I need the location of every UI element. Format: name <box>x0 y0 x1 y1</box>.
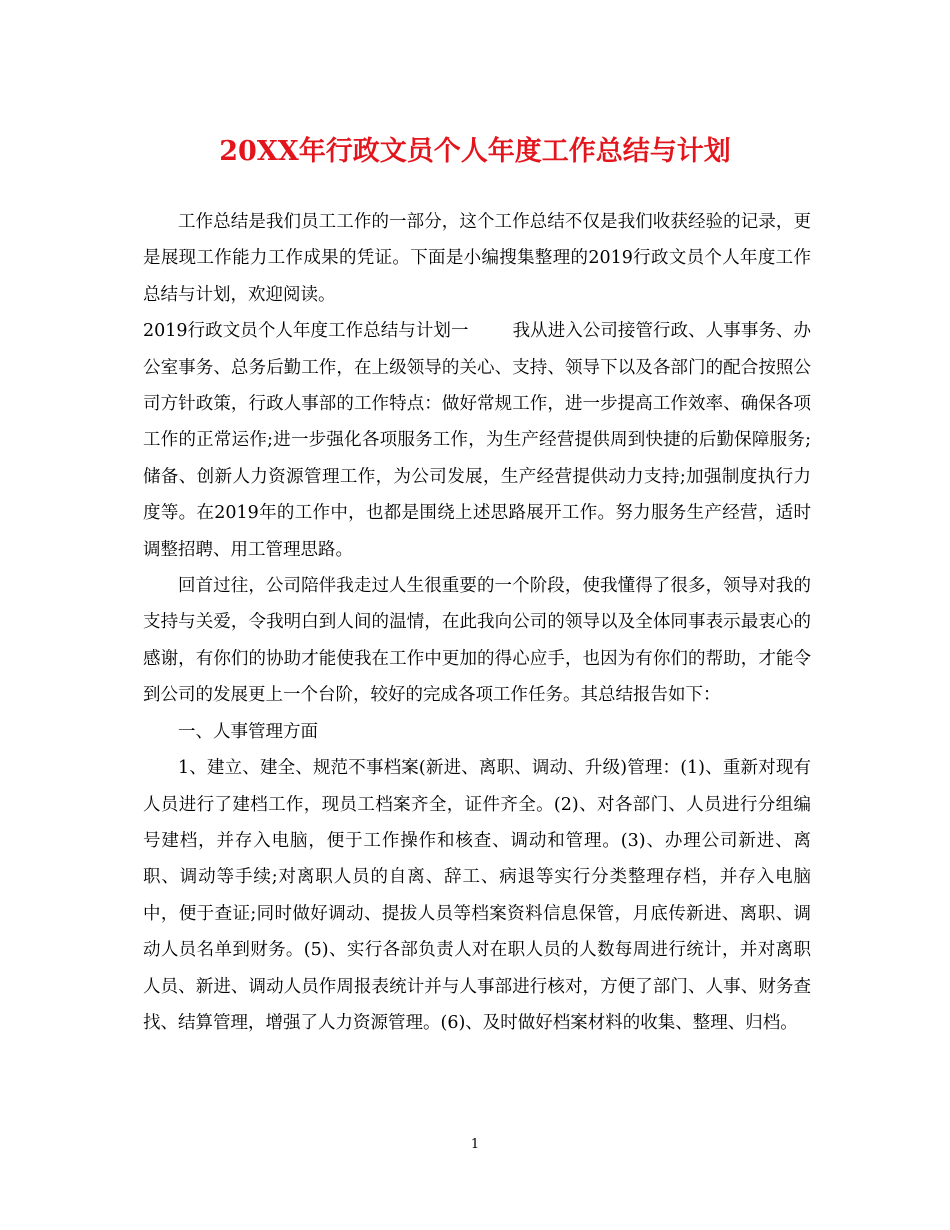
subheading: 2019行政文员个人年度工作总结与计划一 <box>143 321 469 342</box>
intro-paragraph: 工作总结是我们员工工作的一部分，这个工作总结不仅是我们收获经验的记录，更是展现工作能力工作成果的凭证。下面是小编搜集整理的2019行政文员个人年度工作总结与计划，欢迎阅读。 <box>143 212 811 305</box>
reflection-paragraph: 回首过往，公司陪伴我走过人生很重要的一个阶段，使我懂得了很多，领导对我的支持与关爱，令我明白到人间的温情，在此我向公司的领导以及全体同事表示最衷心的感谢，有你们的协助才能使我在工作中更加的得心应手，也因为有你们的帮助，才能令到公司的发展更上一个台阶，较好的完成各项工作任务。其总结报告如下： <box>143 576 811 706</box>
item-1-paragraph: 1、建立、建全、规范不事档案(新进、离职、调动、升级)管理：(1)、重新对现有人员进行了建档工作，现员工档案齐全，证件齐全。(2)、对各部门、人员进行分组编号建档，并存入电脑，便于工作操作和核查、调动和管理。(3)、办理公司新进、离职、调动等手续;对离职人员的自离、辞工、病退等实行分类整理存档，并存入电脑中，便于查证;同时做好调动、提拔人员等档案资料信息保管，月底传新进、离职、调动人员名单到财务。(5)、实行各部负责人对在职人员的人数每周进行统计，并对离职人员、新进、调动人员作周报表统计并与人事部进行核对，方便了部门、人事、财务查找、结算管理，增强了人力资源管理。(6)、及时做好档案材料的收集、整理、归档。 <box>143 758 811 1033</box>
section-intro-text: 我从进入公司接管行政、人事事务、办公室事务、总务后勤工作，在上级领导的关心、支持、领导下以及各部门的配合按照公司方针政策，行政人事部的工作特点：做好常规工作，进一步提高工作效率、确保各项工作的正常运作;进一步强化各项服务工作，为生产经营提供周到快捷的后勤保障服务;储备、创新人力资源管理工作，为公司发展，生产经营提供动力支持;加强制度执行力度等。在2019年的工作中，也都是围绕上述思路展开工作。努力服务生产经营，适时调整招聘、用工管理思路。 <box>143 321 811 560</box>
page-number: 1 <box>470 1137 480 1152</box>
document-title: 20XX年行政文员个人年度工作总结与计划 <box>219 136 731 167</box>
section-heading-1: 一、人事管理方面 <box>178 721 318 742</box>
document-body <box>143 204 811 1041</box>
subheading-paragraph <box>143 313 811 568</box>
